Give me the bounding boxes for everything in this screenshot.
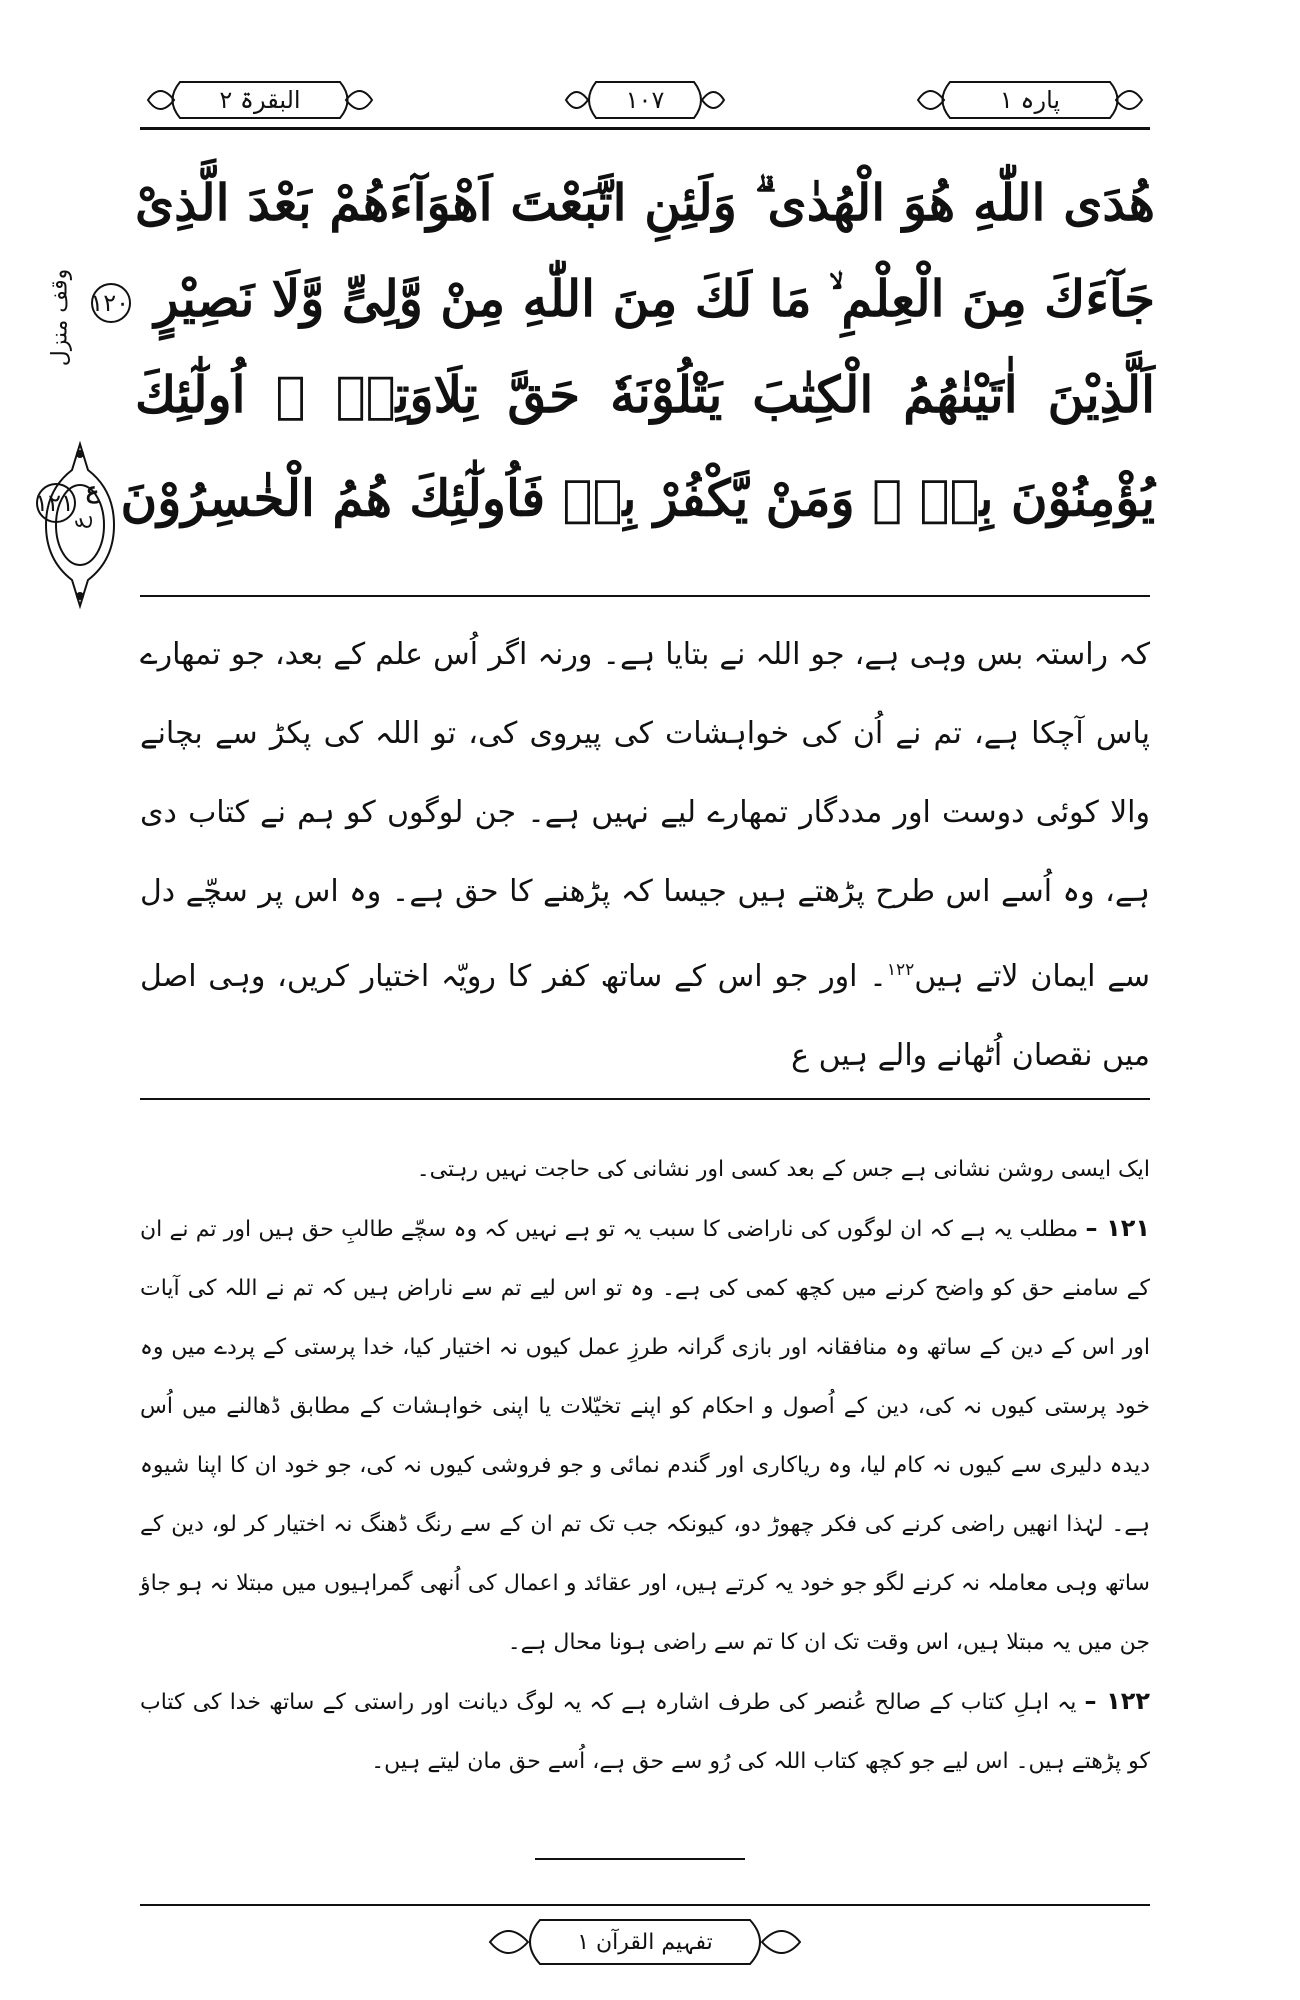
- surah-cartouche: [140, 78, 380, 122]
- book-title: تفہیم القرآن ۱: [577, 1929, 713, 1955]
- end-rule: [535, 1858, 745, 1860]
- note-122: [140, 1672, 1150, 1791]
- footnote-ref-122: ۱۲۲: [886, 960, 915, 980]
- page-number: ۱۰۷: [625, 86, 665, 114]
- verse-text: جَآءَكَ مِنَ الْعِلْمِ ۙ مَا لَكَ مِنَ اللّٰهِ مِنْ وَّلِىٍّ وَّلَا نَصِيْرٍ: [154, 269, 1155, 328]
- verse-line: هُدَى اللّٰهِ هُوَ الْهُدٰى ۗ وَلَئِنِ اتَّبَعْتَ اَهْوَآءَهُمْ بَعْدَ الَّذِىْ: [135, 173, 1155, 232]
- verse-line: [35, 443, 1155, 539]
- verse-line: [90, 251, 1155, 347]
- ruku-mark: ع: [67, 515, 93, 530]
- translation-divider: [140, 1098, 1150, 1100]
- surah-label: البقرۃ ۲: [219, 86, 301, 114]
- page-footer: [480, 1912, 810, 1972]
- note-continuation: ایک ایسی روشن نشانی ہے جس کے بعد کسی اور نشانی کی حاجت نہیں رہتی۔: [416, 1157, 1150, 1182]
- ayah-number-120: ۱۲۰: [91, 283, 131, 323]
- urdu-translation: [140, 615, 1150, 1095]
- ruku-symbol: ع: [85, 478, 100, 504]
- translation-text: کہ راستہ بس وہی ہے، جو اللہ نے بتایا ہے۔ ورنہ اگر اُس علم کے بعد، جو تمھارے پاس آچکا ہے، تم نے اُن کی خواہشات کی پیروی کی، تو اللہ کی پکڑ سے بچانے والا کوئی دوست اور مددگار تمھارے لیے نہیں ہے۔ جن لوگوں کو ہم نے کتاب دی ہے، وہ اُسے اس طرح پڑھتے ہیں جیسا کہ پڑھنے کا حق ہے۔ وہ اس پر سچّے دل سے ایمان لاتے ہیں: [140, 637, 1151, 994]
- footer-divider: [140, 1904, 1150, 1906]
- verse-line: اَلَّذِيْنَ اٰتَيْنٰهُمُ الْكِتٰبَ يَتْلُوْنَهٗ حَقَّ تِلَاوَتِهٖ ۗ اُولٰٓئِكَ: [135, 365, 1155, 424]
- page-header: [140, 70, 1150, 132]
- verse-divider: [140, 595, 1150, 597]
- note-number: ۱۲۲ –: [1084, 1687, 1151, 1715]
- translation-text: ۔ اور جو اس کے ساتھ کفر کا رویّہ اختیار کریں، وہی اصل میں نقصان اُٹھانے والے ہیں ع: [140, 959, 1150, 1073]
- page-number-cartouche: [560, 78, 730, 122]
- ayah-number-121: ۱۲۱: [36, 483, 76, 523]
- waqf-side-note: [40, 250, 80, 390]
- verse-text: يُؤْمِنُوْنَ بِهٖ ۗ وَمَنْ يَّكْفُرْ بِهٖ فَاُولٰٓئِكَ هُمُ الْخٰسِرُوْنَ: [120, 468, 1155, 528]
- header-divider: [140, 127, 1150, 130]
- note-text: یہ اہلِ کتاب کے صالح عُنصر کی طرف اشارہ ہے کہ یہ لوگ دیانت اور راستی کے ساتھ خدا کی کتاب کو پڑھتے ہیں۔ اس لیے جو کچھ کتاب اللہ کی رُو سے حق ہے، اُسے حق مان لیتے ہیں۔: [140, 1690, 1150, 1774]
- commentary-notes: [140, 1140, 1150, 1791]
- para-label: پارہ ۱: [999, 86, 1061, 114]
- para-cartouche: [910, 78, 1150, 122]
- waqf-note-text: وقف منزل: [47, 268, 73, 367]
- note-text: مطلب یہ ہے کہ ان لوگوں کی ناراضی کا سبب یہ تو ہے نہیں کہ وہ سچّے طالبِ حق ہیں اور تم نے ان کے سامنے حق کو واضح کرنے میں کچھ کمی کی ہے۔ وہ تو اس لیے تم سے ناراض ہیں کہ تم نے اللہ کی آیات اور اس کے دین کے ساتھ وہ منافقانہ اور بازی گرانہ طرزِ عمل کیوں نہ اختیار کیا، خدا پرستی کے پردے میں وہ خود پرستی کیوں نہ کی، دین کے اُصول و احکام کو اپنے تخیّلات یا اپنی خواہشات کے مطابق ڈھالنے میں اُس دیدہ دلیری سے کیوں نہ کام لیا، وہ ریاکاری اور گندم نمائی و جو فروشی کیوں نہ کی، جو خود ان کا اپنا شیوہ ہے۔ لہٰذا انھیں راضی کرنے کی فکر چھوڑ دو، کیونکہ جب تک تم ان کے سے رنگ ڈھنگ نہ اختیار کر لو، دین کے ساتھ وہی معاملہ نہ کرنے لگو جو خود یہ کرتے ہیں، اور عقائد و اعمال کی اُنھی گمراہیوں میں مبتلا نہ ہو جاؤ جن میں یہ مبتلا ہیں، اس وقت تک ان کا تم سے راضی ہونا محال ہے۔: [140, 1217, 1150, 1655]
- note-121: [140, 1199, 1150, 1672]
- note-number: ۱۲۱ –: [1085, 1214, 1151, 1242]
